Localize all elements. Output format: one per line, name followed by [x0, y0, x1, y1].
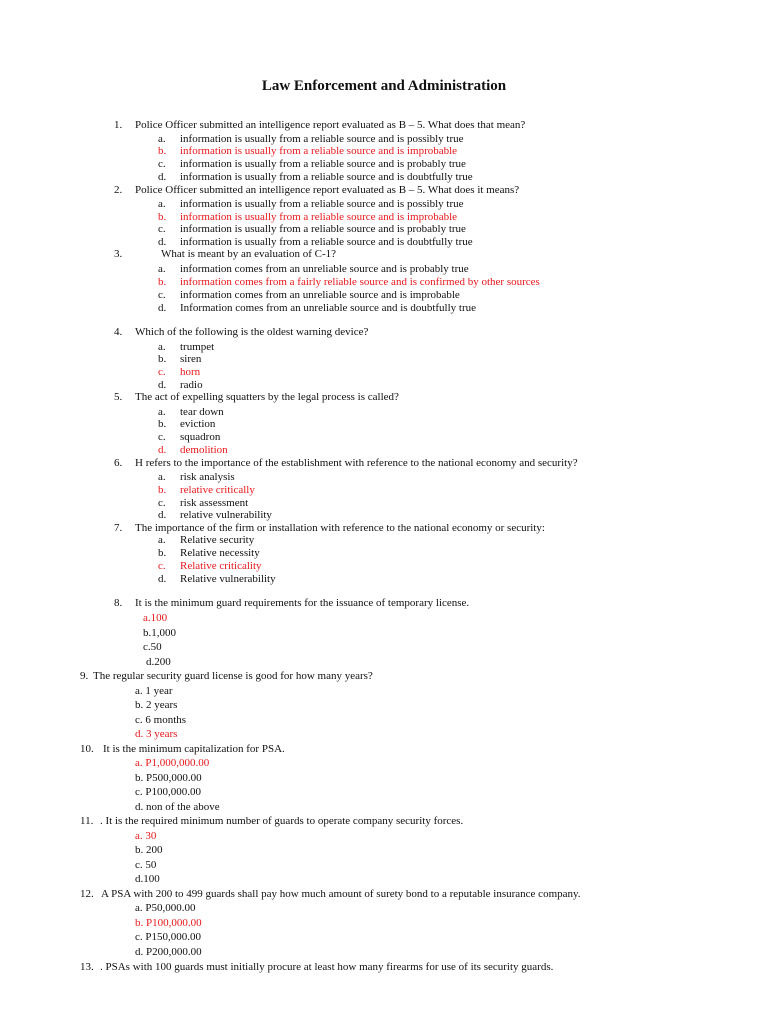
option-letter: d.: [158, 236, 167, 248]
option-text: Information comes from an unreliable source and is doubtfully true: [180, 302, 476, 314]
option-letter: d.: [158, 509, 167, 521]
question-number: 7.: [114, 522, 123, 534]
option-text: siren: [180, 353, 202, 365]
option-text: information is usually from a reliable source and is improbable: [180, 145, 458, 157]
option-8d: d.200: [146, 656, 171, 668]
option-12a: a. P50,000.00: [135, 902, 196, 914]
question-text: Which of the following is the oldest warning device?: [135, 326, 369, 338]
option-12b-answer: b. P100,000.00: [135, 917, 202, 929]
option-letter: a.: [158, 471, 166, 483]
question-text: The importance of the firm or installation with reference to the national economy or security:: [135, 522, 545, 534]
option-text: Relative security: [180, 534, 255, 546]
document-title: Law Enforcement and Administration: [261, 78, 507, 94]
option-9b: b. 2 years: [135, 699, 178, 711]
option-letter: b.: [158, 547, 167, 559]
option-8b: b.1,000: [143, 627, 176, 639]
question-text: H refers to the importance of the establishment with reference to the national economy and security?: [135, 457, 578, 469]
question-text: Police Officer submitted an intelligence report evaluated as B – 5. What does it means?: [135, 184, 520, 196]
option-letter: c.: [158, 497, 166, 509]
option-text: information comes from an unreliable source and is probably true: [180, 263, 469, 275]
option-letter: c.: [158, 289, 166, 301]
option-9a: a. 1 year: [135, 685, 173, 697]
option-letter: b.: [158, 145, 167, 157]
option-text: Relative criticality: [180, 560, 262, 572]
question-text: It is the minimum capitalization for PSA.: [103, 743, 285, 755]
option-letter: c.: [158, 560, 166, 572]
option-letter: a.: [158, 198, 166, 210]
option-text: radio: [180, 379, 203, 391]
option-10d: d. non of the above: [135, 801, 220, 813]
option-letter: c.: [158, 366, 166, 378]
question-text: The act of expelling squatters by the legal process is called?: [135, 391, 399, 403]
option-text: horn: [180, 366, 201, 378]
question-text: What is meant by an evaluation of C-1?: [161, 248, 337, 260]
question-number: 3.: [114, 248, 123, 260]
option-text: Relative vulnerability: [180, 573, 276, 585]
option-10a-answer: a. P1,000,000.00: [135, 757, 210, 769]
option-letter: d.: [158, 171, 167, 183]
option-text: demolition: [180, 444, 228, 456]
option-8a-answer: a.100: [143, 612, 168, 624]
option-12d: d. P200,000.00: [135, 946, 202, 958]
option-10b: b. P500,000.00: [135, 772, 202, 784]
option-12c: c. P150,000.00: [135, 931, 201, 943]
option-11c: c. 50: [135, 859, 157, 871]
option-letter: a.: [158, 534, 166, 546]
question-number: 11.: [80, 815, 94, 827]
option-text: information is usually from a reliable source and is doubtfully true: [180, 171, 473, 183]
option-11a-answer: a. 30: [135, 830, 157, 842]
question-text: Police Officer submitted an intelligence report evaluated as B – 5. What does that mean?: [135, 119, 526, 131]
option-letter: c.: [158, 223, 166, 235]
option-text: information comes from an unreliable source and is improbable: [180, 289, 460, 301]
option-letter: d.: [158, 379, 167, 391]
option-text: trumpet: [180, 341, 215, 353]
option-text: information is usually from a reliable source and is improbable: [180, 211, 458, 223]
option-9d-answer: d. 3 years: [135, 728, 178, 740]
option-letter: d.: [158, 302, 167, 314]
option-text: risk analysis: [180, 471, 235, 483]
question-text: . PSAs with 100 guards must initially procure at least how many firearms for use of its security guards.: [100, 961, 554, 973]
question-text: It is the minimum guard requirements for the issuance of temporary license.: [135, 597, 470, 609]
option-text: information is usually from a reliable source and is possibly true: [180, 198, 464, 210]
option-letter: b.: [158, 276, 167, 288]
question-number: 2.: [114, 184, 123, 196]
option-10c: c. P100,000.00: [135, 786, 201, 798]
question-text: . It is the required minimum number of guards to operate company security forces.: [100, 815, 464, 827]
option-letter: d.: [158, 444, 167, 456]
option-text: relative vulnerability: [180, 509, 272, 521]
option-letter: a.: [158, 263, 166, 275]
option-9c: c. 6 months: [135, 714, 187, 726]
option-text: information comes from a fairly reliable source and is confirmed by other sources: [180, 276, 540, 288]
question-text: The regular security guard license is good for how many years?: [93, 670, 373, 682]
question-number: 12.: [80, 888, 94, 900]
question-number: 10.: [80, 743, 94, 755]
option-8c: c.50: [143, 641, 162, 653]
option-text: risk assessment: [180, 497, 249, 509]
option-letter: a.: [158, 406, 166, 418]
option-letter: a.: [158, 133, 166, 145]
question-number: 5.: [114, 391, 123, 403]
option-text: information is usually from a reliable source and is probably true: [180, 158, 466, 170]
question-number: 1.: [114, 119, 123, 131]
option-text: tear down: [180, 406, 224, 418]
option-text: information is usually from a reliable source and is possibly true: [180, 133, 464, 145]
question-number: 8.: [114, 597, 123, 609]
option-letter: b.: [158, 353, 167, 365]
option-text: relative critically: [180, 484, 255, 496]
question-number: 9.: [80, 670, 89, 682]
question-number: 13.: [80, 961, 94, 973]
option-11d: d.100: [135, 873, 160, 885]
option-letter: c.: [158, 431, 166, 443]
option-letter: b.: [158, 418, 167, 430]
option-letter: b.: [158, 484, 167, 496]
option-letter: c.: [158, 158, 166, 170]
option-text: information is usually from a reliable source and is doubtfully true: [180, 236, 473, 248]
option-letter: a.: [158, 341, 166, 353]
question-number: 4.: [114, 326, 123, 338]
option-text: information is usually from a reliable source and is probably true: [180, 223, 466, 235]
option-letter: d.: [158, 573, 167, 585]
question-number: 6.: [114, 457, 123, 469]
option-text: eviction: [180, 418, 216, 430]
question-text: A PSA with 200 to 499 guards shall pay how much amount of surety bond to a reputable insurance company.: [101, 888, 581, 900]
option-text: Relative necessity: [180, 547, 260, 559]
option-letter: b.: [158, 211, 167, 223]
option-text: squadron: [180, 431, 221, 443]
option-11b: b. 200: [135, 844, 163, 856]
